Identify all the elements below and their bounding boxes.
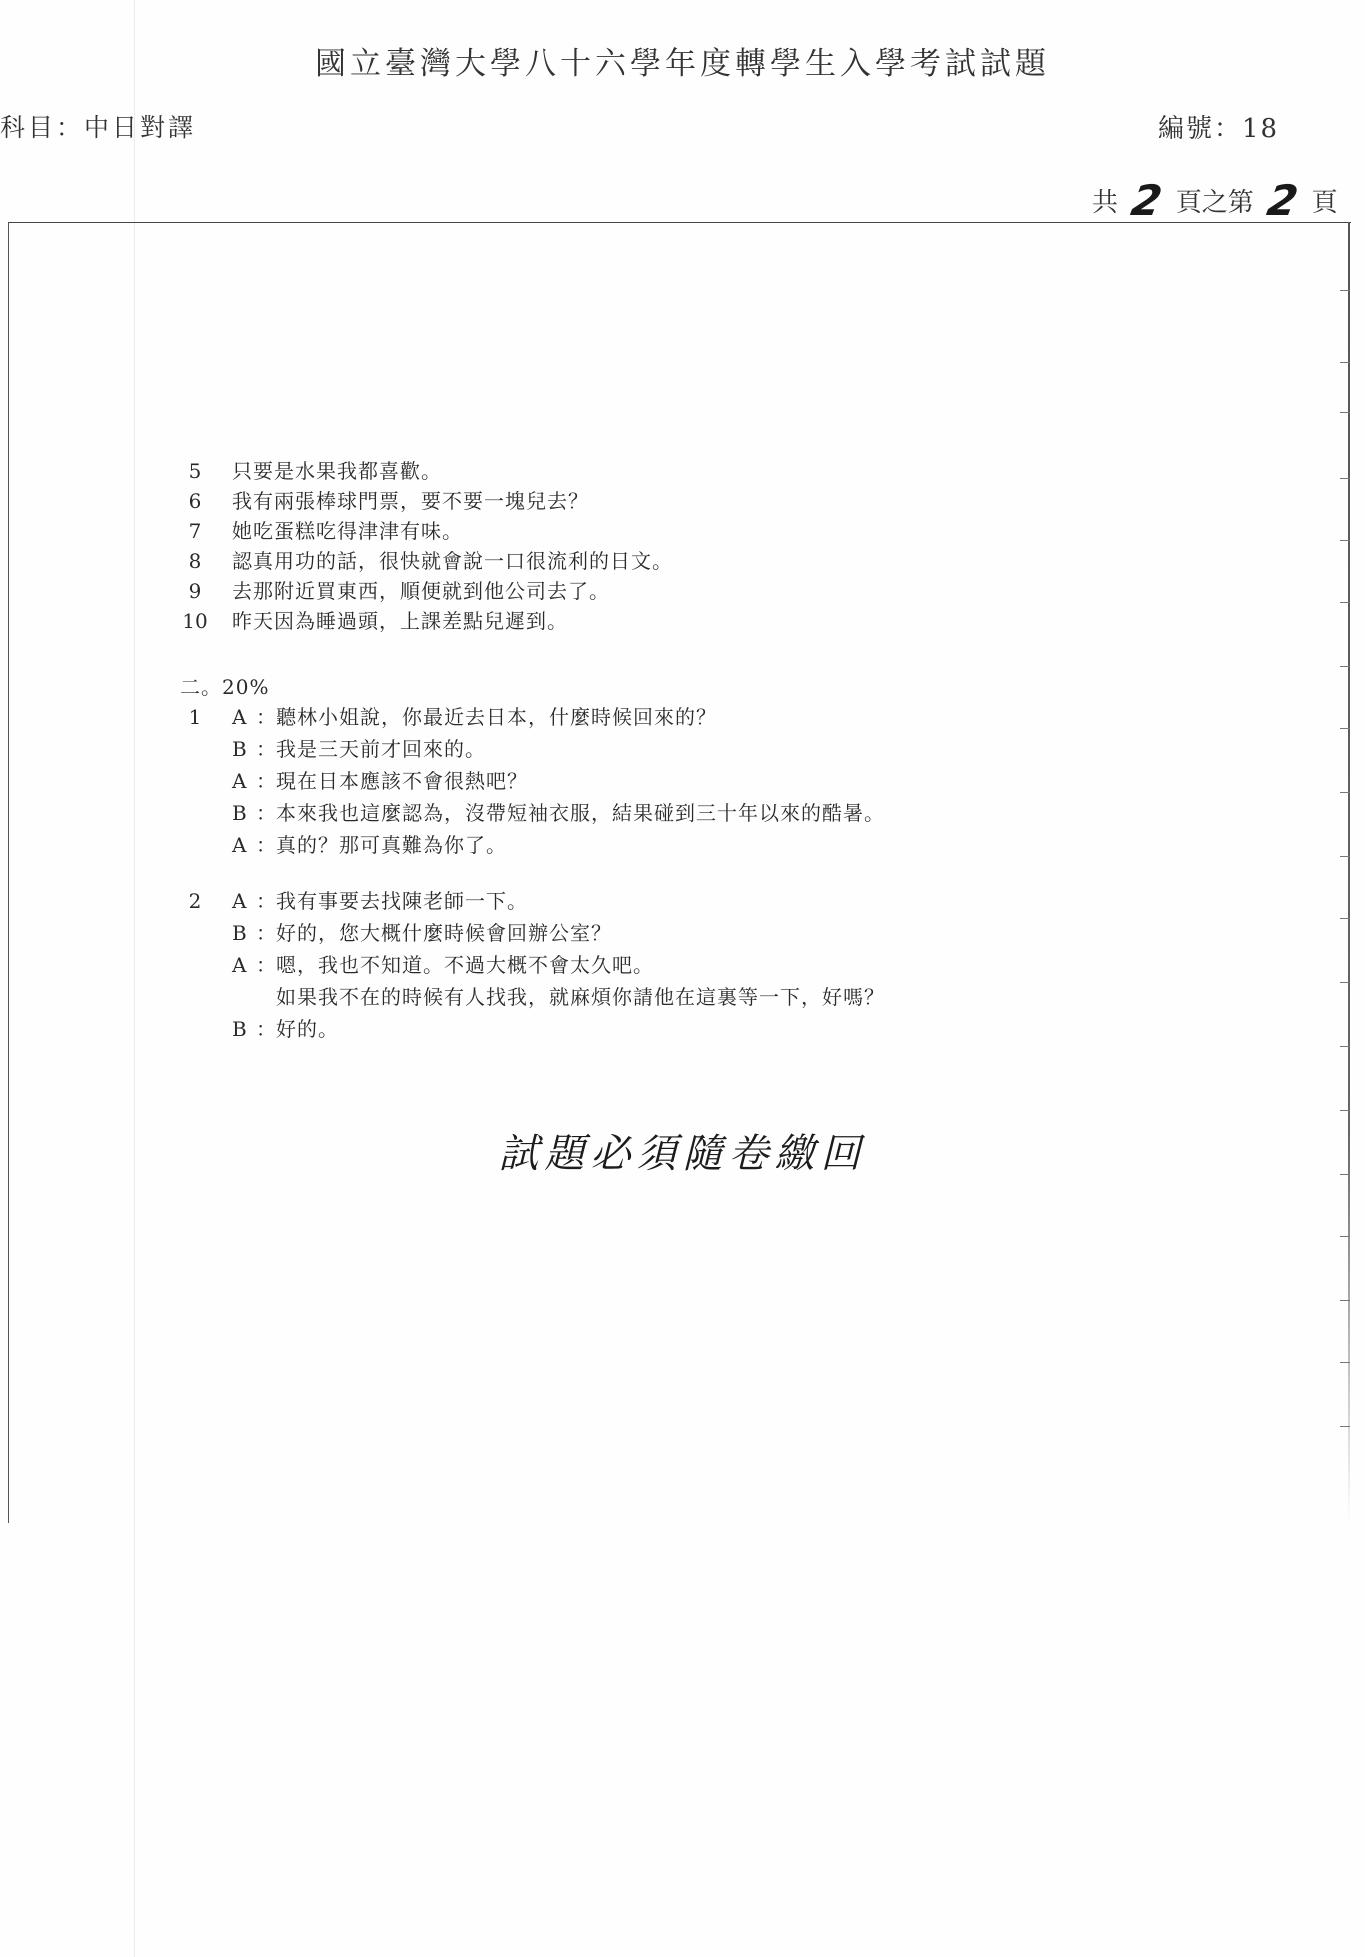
frame-tick	[1340, 918, 1350, 919]
frame-tick	[1340, 856, 1350, 857]
item-number: 8	[188, 549, 202, 573]
page-count-middle: 頁之第	[1175, 188, 1254, 218]
page-total-handwritten: 2	[1127, 176, 1166, 225]
dialog-number: 1	[188, 705, 202, 729]
frame-tick	[1340, 1300, 1350, 1301]
dialog-line	[180, 982, 1280, 1014]
dialog-text: 聽林小姐說，你最近去日本，什麼時候回來的？	[276, 705, 717, 729]
dialog-text: 我是三天前才回來的。	[276, 737, 486, 761]
speaker-label: A	[232, 889, 247, 913]
dialog-text: 真的？那可真難為你了。	[276, 833, 507, 857]
frame-tick	[1340, 792, 1350, 793]
speaker-label: B	[232, 921, 247, 945]
list-item	[180, 546, 1280, 576]
dialog-text: 好的。	[276, 1017, 339, 1041]
speaker-colon: ：	[256, 889, 276, 913]
item-text: 昨天因為睡過頭，上課差點兒遲到。	[232, 609, 568, 633]
frame-tick	[1340, 982, 1350, 983]
frame-tick	[1340, 728, 1350, 729]
list-item	[180, 456, 1280, 486]
return-exam-notice: 試題必須隨卷繳回	[498, 1131, 867, 1177]
speaker-colon: ：	[256, 921, 276, 945]
dialog-line	[180, 734, 1280, 766]
page-count	[1092, 176, 1338, 225]
frame-tick	[1340, 412, 1350, 413]
frame-tick	[1340, 602, 1350, 603]
frame-tick	[1340, 1426, 1350, 1427]
dialog-1	[180, 702, 1280, 862]
item-text: 只要是水果我都喜歡。	[232, 459, 442, 483]
frame-tick	[1340, 1046, 1350, 1047]
dialog-text: 好的，您大概什麼時候會回辦公室？	[276, 921, 612, 945]
list-item	[180, 606, 1280, 636]
item-text: 認真用功的話，很快就會說一口很流利的日文。	[232, 549, 673, 573]
exam-subject: 科目：中日對譯	[0, 113, 197, 142]
dialog-text: 我有事要去找陳老師一下。	[276, 889, 528, 913]
frame-tick	[1340, 478, 1350, 479]
item-text: 我有兩張棒球門票，要不要一塊兒去？	[232, 489, 589, 513]
speaker-label: A	[232, 769, 247, 793]
item-number: 10	[182, 609, 208, 633]
speaker-colon: ：	[256, 1017, 276, 1041]
page-current-handwritten: 2	[1263, 176, 1302, 225]
item-text: 去那附近買東西，順便就到他公司去了。	[232, 579, 610, 603]
item-number: 5	[188, 459, 202, 483]
dialog-line	[180, 702, 1280, 734]
dialog-line	[180, 950, 1280, 982]
dialog-spacer	[180, 862, 1280, 886]
frame-tick	[1340, 1110, 1350, 1111]
item-number: 9	[188, 579, 202, 603]
speaker-label: B	[232, 801, 247, 825]
frame-tick	[1340, 666, 1350, 667]
speaker-colon: ：	[256, 953, 276, 977]
dialog-line	[180, 1014, 1280, 1046]
page-count-suffix: 頁	[1311, 188, 1338, 218]
dialog-line	[180, 830, 1280, 862]
frame-tick	[1340, 1362, 1350, 1363]
answer-frame-right-edge	[1348, 222, 1350, 1522]
dialog-text-continued: 如果我不在的時候有人找我，就麻煩你請他在這裏等一下，好嗎？	[276, 985, 885, 1009]
exam-code: 編號：18	[1158, 114, 1280, 144]
dialog-number: 2	[188, 889, 202, 913]
dialog-2	[180, 886, 1280, 1046]
list-item	[180, 486, 1280, 516]
speaker-label: A	[232, 953, 247, 977]
speaker-label: A	[232, 705, 247, 729]
dialog-line	[180, 798, 1280, 830]
item-number: 7	[188, 519, 202, 543]
frame-tick	[1340, 290, 1350, 291]
exam-title: 國立臺灣大學八十六學年度轉學生入學考試試題	[315, 46, 1050, 82]
speaker-colon: ：	[256, 769, 276, 793]
list-item	[180, 576, 1280, 606]
dialog-text: 嗯，我也不知道。不過大概不會太久吧。	[276, 953, 654, 977]
page-count-prefix: 共	[1092, 188, 1119, 218]
speaker-label: A	[232, 833, 247, 857]
exam-content	[180, 456, 1280, 1046]
speaker-colon: ：	[256, 737, 276, 761]
section-one-list	[180, 456, 1280, 636]
speaker-label: B	[232, 737, 247, 761]
dialog-text: 本來我也這麼認為，沒帶短袖衣服，結果碰到三十年以來的酷暑。	[276, 801, 885, 825]
item-text: 她吃蛋糕吃得津津有味。	[232, 519, 463, 543]
list-item	[180, 516, 1280, 546]
frame-tick	[1340, 540, 1350, 541]
speaker-colon: ：	[256, 833, 276, 857]
speaker-colon: ：	[256, 801, 276, 825]
dialog-line	[180, 766, 1280, 798]
dialog-line	[180, 886, 1280, 918]
item-number: 6	[188, 489, 202, 513]
frame-tick	[1340, 362, 1350, 363]
speaker-label: B	[232, 1017, 247, 1041]
frame-tick	[1340, 1236, 1350, 1237]
section-two-heading: 二。20%	[180, 675, 270, 699]
dialog-line	[180, 918, 1280, 950]
dialog-text: 現在日本應該不會很熱吧？	[276, 769, 528, 793]
speaker-colon: ：	[256, 705, 276, 729]
